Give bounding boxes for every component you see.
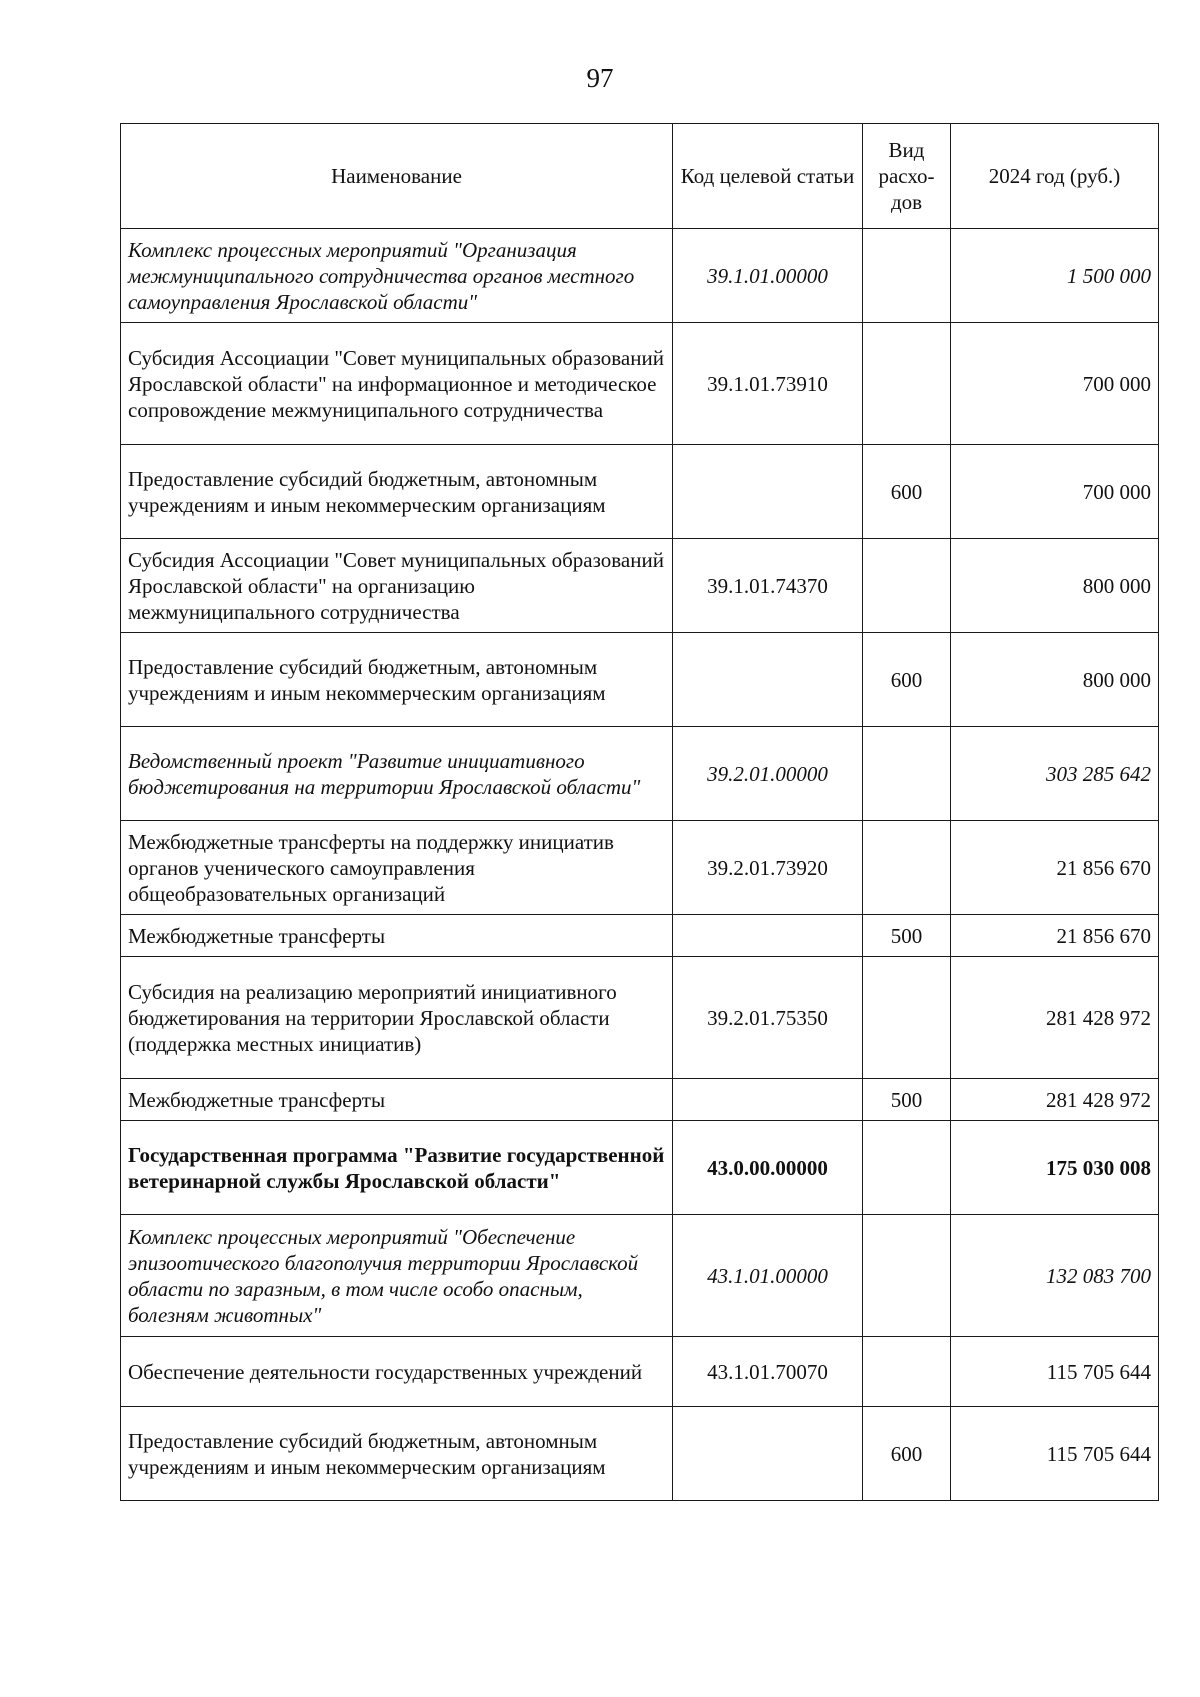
- row-name: Государственная программа "Развитие государственной ветеринарной службы Ярославской области": [121, 1121, 673, 1215]
- row-expense-type: 500: [863, 1079, 951, 1121]
- table-header: [121, 124, 1159, 229]
- row-amount: 800 000: [951, 633, 1159, 727]
- row-code: 43.1.01.00000: [673, 1215, 863, 1337]
- row-amount: 132 083 700: [951, 1215, 1159, 1337]
- row-amount: 700 000: [951, 445, 1159, 539]
- header-expense-type: Вид расхо-дов: [863, 124, 951, 229]
- row-expense-type: [863, 323, 951, 445]
- row-name: Предоставление субсидий бюджетным, автономным учреждениям и иным некоммерческим организациям: [121, 445, 673, 539]
- header-code: Код целевой статьи: [673, 124, 863, 229]
- row-code: 43.1.01.70070: [673, 1337, 863, 1407]
- row-code: 39.2.01.00000: [673, 727, 863, 821]
- budget-table: [120, 123, 1159, 1501]
- row-name: Субсидия Ассоциации "Совет муниципальных образований Ярославской области" на информационное и методическое сопровождение межмуниципального сотрудничества: [121, 323, 673, 445]
- row-amount: 1 500 000: [951, 229, 1159, 323]
- row-amount: 175 030 008: [951, 1121, 1159, 1215]
- table-row: [121, 1079, 1159, 1121]
- header-name: Наименование: [121, 124, 673, 229]
- row-name: Комплекс процессных мероприятий "Обеспечение эпизоотического благополучия территории Ярославской области по заразным, в том числе особо опасным, болезням животных": [121, 1215, 673, 1337]
- row-expense-type: 600: [863, 445, 951, 539]
- table-row: [121, 821, 1159, 915]
- row-code: 39.1.01.73910: [673, 323, 863, 445]
- row-code: [673, 633, 863, 727]
- row-code: [673, 1407, 863, 1501]
- row-expense-type: 500: [863, 915, 951, 957]
- row-code: 39.1.01.00000: [673, 229, 863, 323]
- row-name: Межбюджетные трансферты: [121, 1079, 673, 1121]
- row-amount: 115 705 644: [951, 1337, 1159, 1407]
- table-row: [121, 445, 1159, 539]
- row-amount: 700 000: [951, 323, 1159, 445]
- row-code: 39.2.01.75350: [673, 957, 863, 1079]
- row-expense-type: [863, 957, 951, 1079]
- table-row: [121, 957, 1159, 1079]
- row-code: 39.2.01.73920: [673, 821, 863, 915]
- table-row: [121, 539, 1159, 633]
- row-amount: 21 856 670: [951, 821, 1159, 915]
- table-row: [121, 1215, 1159, 1337]
- page-number: 97: [586, 63, 614, 93]
- header-amount-2024: 2024 год (руб.): [951, 124, 1159, 229]
- row-code: [673, 915, 863, 957]
- table-row: [121, 1337, 1159, 1407]
- row-amount: 21 856 670: [951, 915, 1159, 957]
- row-code: [673, 445, 863, 539]
- row-code: 43.0.00.00000: [673, 1121, 863, 1215]
- row-name: Предоставление субсидий бюджетным, автономным учреждениям и иным некоммерческим организациям: [121, 633, 673, 727]
- table-row: [121, 323, 1159, 445]
- table-row: [121, 915, 1159, 957]
- table-row: [121, 633, 1159, 727]
- row-amount: 281 428 972: [951, 957, 1159, 1079]
- row-expense-type: [863, 821, 951, 915]
- row-expense-type: [863, 229, 951, 323]
- row-name: Субсидия Ассоциации "Совет муниципальных образований Ярославской области" на организацию межмуниципального сотрудничества: [121, 539, 673, 633]
- row-expense-type: 600: [863, 633, 951, 727]
- table-body: [121, 229, 1159, 1501]
- row-name: Обеспечение деятельности государственных учреждений: [121, 1337, 673, 1407]
- row-expense-type: [863, 1215, 951, 1337]
- row-expense-type: 600: [863, 1407, 951, 1501]
- table-row: [121, 1121, 1159, 1215]
- row-name: Ведомственный проект "Развитие инициативного бюджетирования на территории Ярославской области": [121, 727, 673, 821]
- row-expense-type: [863, 1121, 951, 1215]
- table-row: [121, 727, 1159, 821]
- row-expense-type: [863, 727, 951, 821]
- row-code: [673, 1079, 863, 1121]
- row-name: Предоставление субсидий бюджетным, автономным учреждениям и иным некоммерческим организациям: [121, 1407, 673, 1501]
- row-name: Межбюджетные трансферты на поддержку инициатив органов ученического самоуправления общеобразовательных организаций: [121, 821, 673, 915]
- row-name: Межбюджетные трансферты: [121, 915, 673, 957]
- row-expense-type: [863, 1337, 951, 1407]
- header-row: [121, 124, 1159, 229]
- table-row: [121, 1407, 1159, 1501]
- row-name: Комплекс процессных мероприятий "Организация межмуниципального сотрудничества органов местного самоуправления Ярославской области": [121, 229, 673, 323]
- row-name: Субсидия на реализацию мероприятий инициативного бюджетирования на территории Ярославской области (поддержка местных инициатив): [121, 957, 673, 1079]
- row-amount: 281 428 972: [951, 1079, 1159, 1121]
- row-code: 39.1.01.74370: [673, 539, 863, 633]
- row-amount: 303 285 642: [951, 727, 1159, 821]
- row-amount: 115 705 644: [951, 1407, 1159, 1501]
- table-row: [121, 229, 1159, 323]
- row-expense-type: [863, 539, 951, 633]
- row-amount: 800 000: [951, 539, 1159, 633]
